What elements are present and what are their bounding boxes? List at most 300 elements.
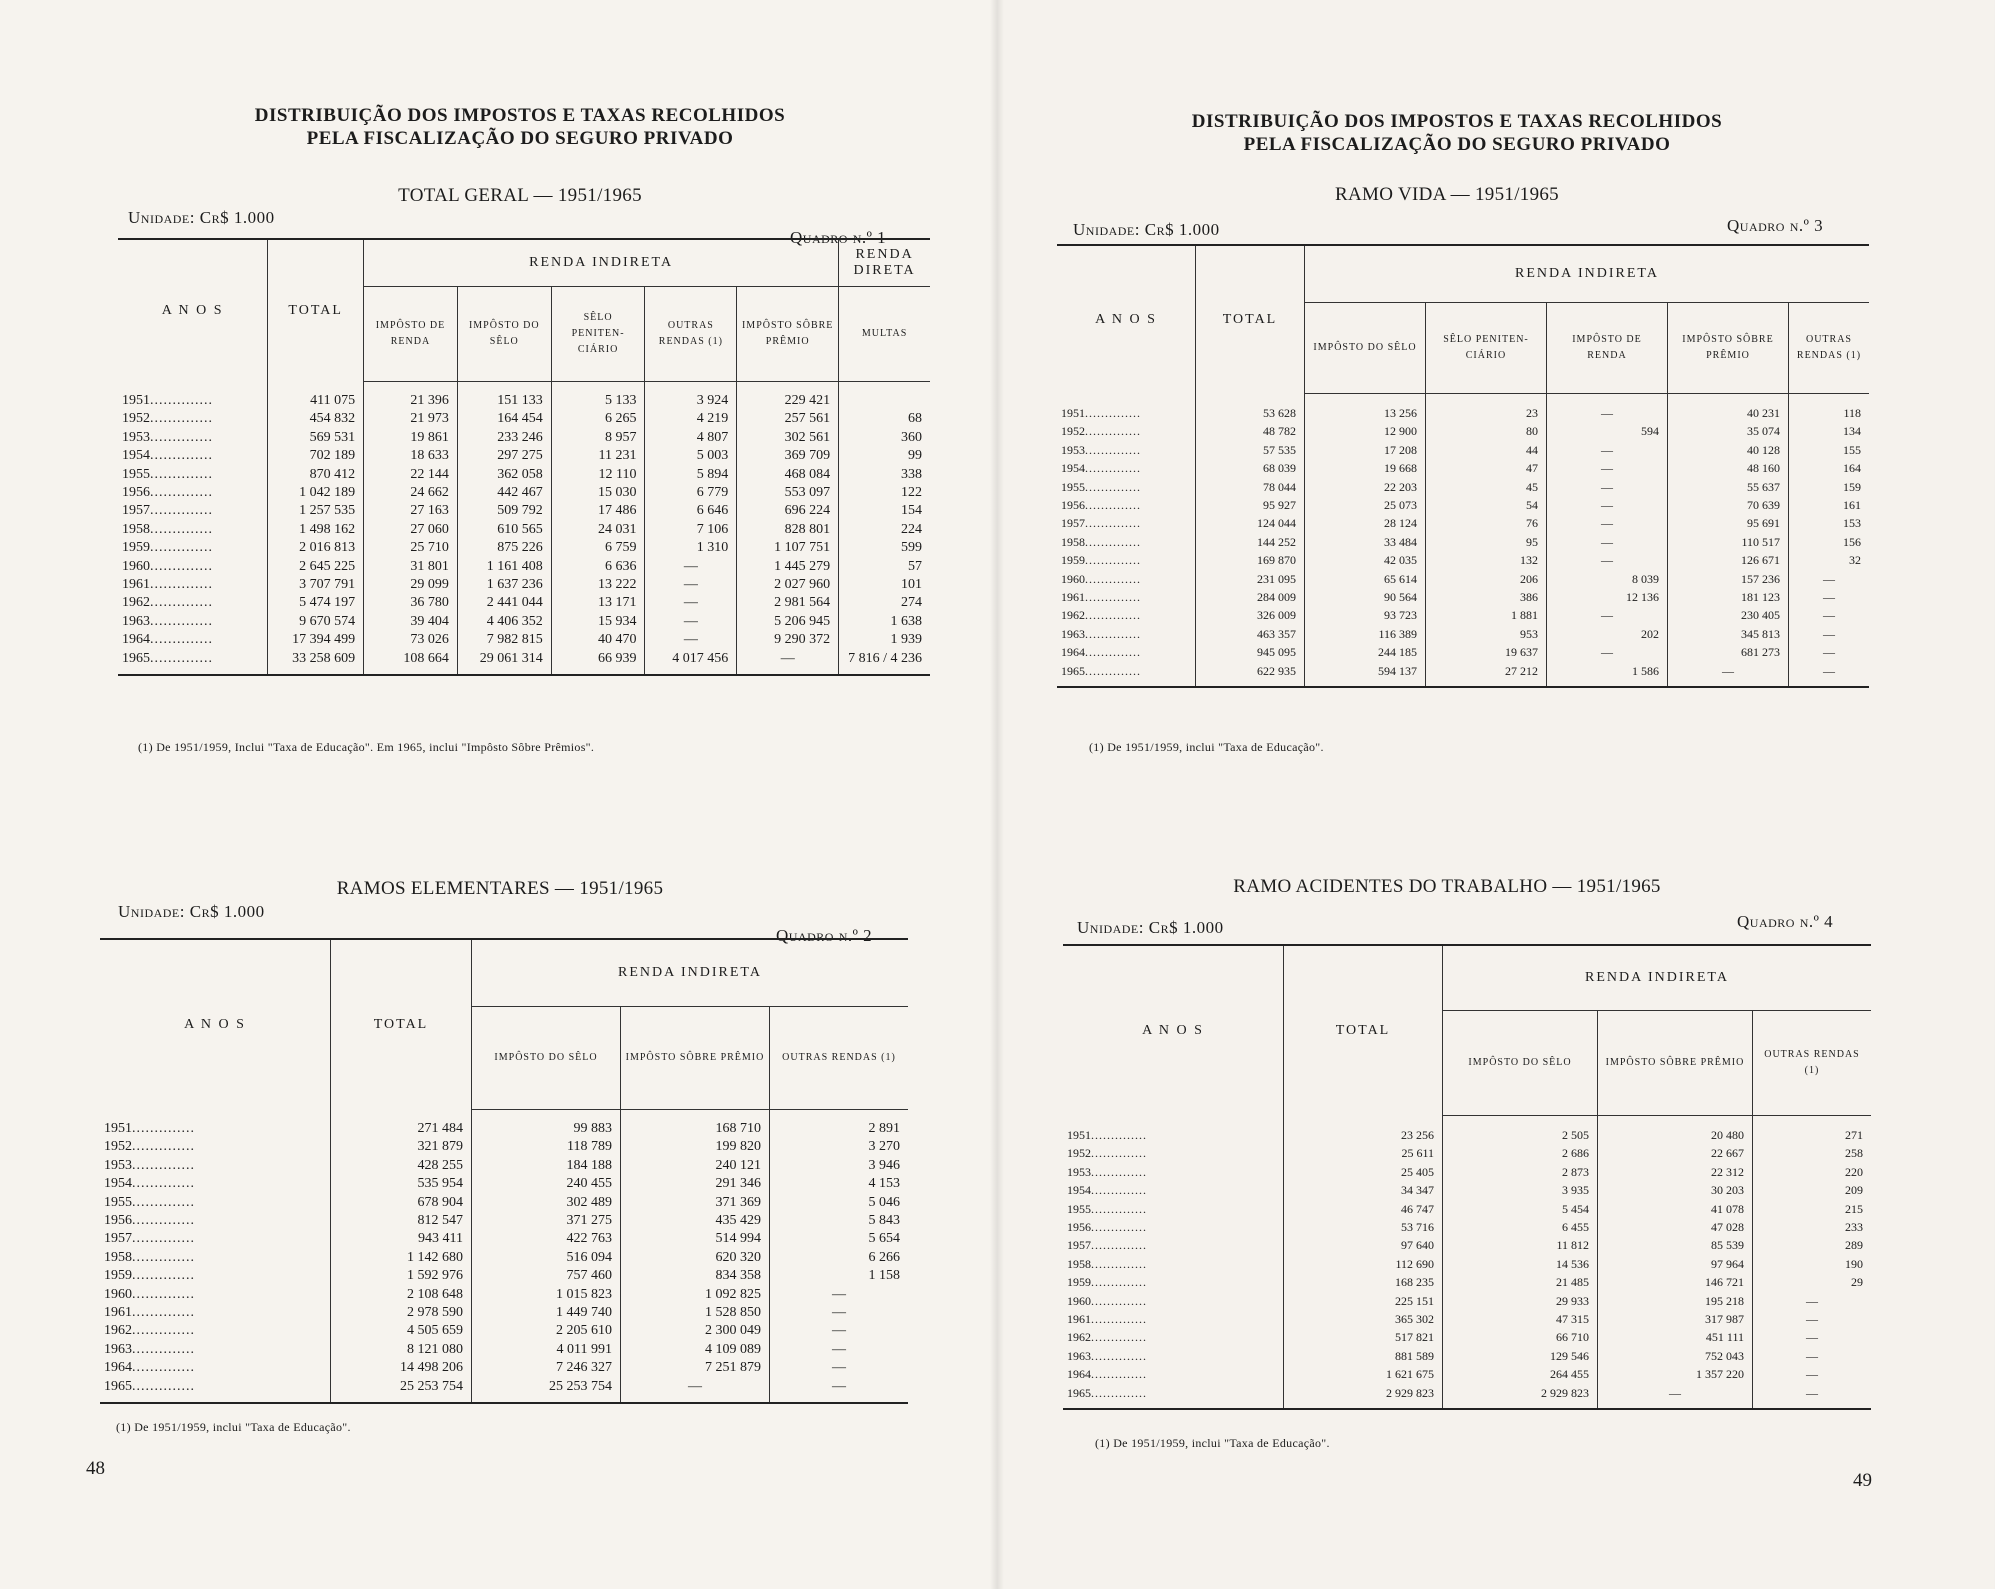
table-row — [1063, 1347, 1871, 1365]
value-cell: 33 258 609 — [268, 650, 364, 675]
leader-dots: .............. — [150, 466, 213, 482]
leader-dots: .............. — [1085, 645, 1141, 660]
value-cell: 297 275 — [457, 447, 551, 465]
value-cell: 6 455 — [1443, 1218, 1598, 1236]
value-cell: 5 206 945 — [737, 613, 839, 631]
year-label: 1964 — [1061, 645, 1085, 660]
value-cell: 1 107 751 — [737, 539, 839, 557]
table-row — [1057, 588, 1869, 606]
year-label: 1952 — [1067, 1146, 1091, 1161]
value-cell: 5 843 — [770, 1212, 909, 1230]
value-cell: 48 782 — [1196, 422, 1305, 440]
value-cell: — — [1753, 1347, 1872, 1365]
value-cell: 1 092 825 — [621, 1286, 770, 1304]
table-row — [1063, 1273, 1871, 1291]
value-cell: 21 396 — [364, 382, 458, 411]
value-cell: 190 — [1753, 1255, 1872, 1273]
year-label: 1955 — [122, 466, 150, 482]
value-cell: 302 489 — [472, 1194, 621, 1212]
table-row — [1063, 1116, 1871, 1145]
value-cell: 317 987 — [1598, 1310, 1753, 1328]
value-cell: 25 611 — [1284, 1144, 1443, 1162]
value-cell: 264 455 — [1443, 1365, 1598, 1383]
year-cell — [118, 502, 268, 520]
value-cell: 181 123 — [1668, 588, 1789, 606]
year-label: 1952 — [1061, 424, 1085, 439]
table-row — [1063, 1218, 1871, 1236]
value-cell: 132 — [1426, 551, 1547, 569]
value-cell: 6 646 — [645, 502, 737, 520]
value-cell: 509 792 — [457, 502, 551, 520]
value-cell: 422 763 — [472, 1230, 621, 1248]
value-cell: 215 — [1753, 1200, 1872, 1218]
value-cell: 517 821 — [1284, 1328, 1443, 1346]
table-row — [1057, 478, 1869, 496]
value-cell: 164 — [1789, 459, 1870, 477]
value-cell: — — [770, 1359, 909, 1377]
t4-footnote: (1) De 1951/1959, inclui "Taxa de Educação". — [1095, 1436, 1330, 1450]
value-cell: 18 633 — [364, 447, 458, 465]
value-cell: — — [645, 558, 737, 576]
table-row — [1063, 1181, 1871, 1199]
year-cell — [1057, 441, 1196, 459]
value-cell: 11 231 — [551, 447, 645, 465]
year-cell — [1057, 570, 1196, 588]
value-cell: 55 637 — [1668, 478, 1789, 496]
value-cell: 5 894 — [645, 466, 737, 484]
value-cell: 945 095 — [1196, 643, 1305, 661]
right-heading-line2: PELA FISCALIZAÇÃO DO SEGURO PRIVADO — [1243, 134, 1671, 155]
value-cell: 29 933 — [1443, 1292, 1598, 1310]
value-cell: 95 927 — [1196, 496, 1305, 514]
value-cell: 451 111 — [1598, 1328, 1753, 1346]
value-cell: 154 — [839, 502, 930, 520]
value-cell: — — [1789, 570, 1870, 588]
t4-sub-col: IMPÔSTO SÔBRE PRÊMIO — [1598, 1011, 1753, 1116]
year-label: 1965 — [104, 1378, 132, 1394]
table-row — [100, 1341, 908, 1359]
value-cell: 47 315 — [1443, 1310, 1598, 1328]
value-cell: 2 505 — [1443, 1116, 1598, 1145]
table-row — [100, 1359, 908, 1377]
value-cell: 8 957 — [551, 429, 645, 447]
t2-sub-col: IMPÔSTO DO SÊLO — [472, 1007, 621, 1110]
value-cell: 47 — [1426, 459, 1547, 477]
year-label: 1956 — [1067, 1220, 1091, 1235]
year-cell — [1063, 1273, 1284, 1291]
year-label: 1953 — [1061, 442, 1085, 457]
value-cell: 8 121 080 — [331, 1341, 472, 1359]
year-cell — [1057, 478, 1196, 496]
year-cell — [1063, 1218, 1284, 1236]
value-cell: 302 561 — [737, 429, 839, 447]
year-label: 1956 — [122, 485, 150, 501]
value-cell: 40 128 — [1668, 441, 1789, 459]
year-cell — [118, 613, 268, 631]
leader-dots: .............. — [1091, 1293, 1147, 1308]
value-cell: 24 662 — [364, 484, 458, 502]
leader-dots: .............. — [1091, 1348, 1147, 1363]
t1-subtitle: TOTAL GERAL — 1951/1965 — [398, 185, 642, 206]
value-cell: 224 — [839, 521, 930, 539]
value-cell: 46 747 — [1284, 1200, 1443, 1218]
value-cell: 271 484 — [331, 1110, 472, 1139]
value-cell: 19 668 — [1305, 459, 1426, 477]
table-row — [100, 1194, 908, 1212]
t3-footnote: (1) De 1951/1959, inclui "Taxa de Educação". — [1089, 740, 1324, 754]
t3-subtitle: RAMO VIDA — 1951/1965 — [1335, 184, 1559, 205]
value-cell: 35 074 — [1668, 422, 1789, 440]
value-cell: 101 — [839, 576, 930, 594]
value-cell: 371 369 — [621, 1194, 770, 1212]
year-cell — [100, 1341, 331, 1359]
leader-dots: .............. — [1085, 461, 1141, 476]
value-cell: 4 109 089 — [621, 1341, 770, 1359]
right-page — [997, 0, 1994, 1589]
value-cell: 161 — [1789, 496, 1870, 514]
value-cell: 99 883 — [472, 1110, 621, 1139]
value-cell: 220 — [1753, 1163, 1872, 1181]
value-cell: — — [1547, 441, 1668, 459]
t1-group-direta: RENDA DIRETA — [839, 239, 930, 287]
leader-dots: .............. — [1091, 1367, 1147, 1382]
t1-sub-col: SÊLO PENITEN-CIÁRIO — [551, 287, 645, 382]
value-cell: 1 042 189 — [268, 484, 364, 502]
year-label: 1960 — [122, 558, 150, 574]
value-cell: 365 302 — [1284, 1310, 1443, 1328]
leader-dots: .............. — [1091, 1146, 1147, 1161]
value-cell: 19 861 — [364, 429, 458, 447]
value-cell: 110 517 — [1668, 533, 1789, 551]
value-cell: 15 934 — [551, 613, 645, 631]
table-ramos-elementares — [100, 938, 908, 1408]
value-cell: 12 136 — [1547, 588, 1668, 606]
t3-sub-col: IMPÔSTO SÔBRE PRÊMIO — [1668, 303, 1789, 394]
value-cell: 1 881 — [1426, 606, 1547, 624]
table-row — [118, 484, 930, 502]
value-cell: 30 203 — [1598, 1181, 1753, 1199]
year-cell — [1063, 1365, 1284, 1383]
year-cell — [118, 484, 268, 502]
leader-dots: .............. — [150, 392, 213, 408]
value-cell: 3 924 — [645, 382, 737, 411]
value-cell: — — [770, 1304, 909, 1322]
value-cell: 27 060 — [364, 521, 458, 539]
leader-dots: .............. — [150, 558, 213, 574]
value-cell: 168 235 — [1284, 1273, 1443, 1291]
leader-dots: .............. — [1085, 571, 1141, 586]
value-cell: 516 094 — [472, 1249, 621, 1267]
value-cell: 28 124 — [1305, 514, 1426, 532]
leader-dots: .............. — [150, 595, 213, 611]
value-cell: 289 — [1753, 1236, 1872, 1254]
t3-sub-col: IMPÔSTO DO SÊLO — [1305, 303, 1426, 394]
left-heading-line1: DISTRIBUIÇÃO DOS IMPOSTOS E TAXAS RECOLHIDOS — [254, 105, 786, 126]
year-cell — [118, 521, 268, 539]
table-row — [118, 650, 930, 675]
value-cell: 22 203 — [1305, 478, 1426, 496]
table-row — [100, 1286, 908, 1304]
year-label: 1954 — [1061, 461, 1085, 476]
year-label: 1953 — [122, 429, 150, 445]
leader-dots: .............. — [150, 577, 213, 593]
value-cell: 17 208 — [1305, 441, 1426, 459]
value-cell: 95 — [1426, 533, 1547, 551]
value-cell: 7 982 815 — [457, 631, 551, 649]
t3-group-indireta: RENDA INDIRETA — [1305, 245, 1870, 303]
year-label: 1954 — [122, 448, 150, 464]
value-cell: — — [1789, 588, 1870, 606]
year-cell — [1063, 1163, 1284, 1181]
year-label: 1959 — [122, 540, 150, 556]
value-cell: 6 266 — [770, 1249, 909, 1267]
value-cell: 144 252 — [1196, 533, 1305, 551]
value-cell — [839, 382, 930, 411]
value-cell: 258 — [1753, 1144, 1872, 1162]
year-cell — [118, 594, 268, 612]
year-cell — [100, 1378, 331, 1403]
leader-dots: .............. — [1085, 442, 1141, 457]
t1-footnote: (1) De 1951/1959, Inclui "Taxa de Educação". Em 1965, inclui "Impôsto Sôbre Prêmios". — [138, 740, 595, 754]
table-row — [1063, 1384, 1871, 1409]
value-cell: 70 639 — [1668, 496, 1789, 514]
value-cell: 594 137 — [1305, 662, 1426, 687]
value-cell: 4 153 — [770, 1175, 909, 1193]
year-label: 1952 — [122, 411, 150, 427]
value-cell: 13 222 — [551, 576, 645, 594]
value-cell: 2 929 823 — [1284, 1384, 1443, 1409]
value-cell: 9 670 574 — [268, 613, 364, 631]
t3-quadro: Quadro n.º 3 — [1727, 216, 1824, 235]
table-row — [118, 521, 930, 539]
value-cell: 39 404 — [364, 613, 458, 631]
value-cell: 25 710 — [364, 539, 458, 557]
value-cell: — — [1547, 478, 1668, 496]
t2-footnote: (1) De 1951/1959, inclui "Taxa de Educação". — [116, 1420, 351, 1434]
value-cell: 90 564 — [1305, 588, 1426, 606]
leader-dots: .............. — [132, 1157, 195, 1173]
leader-dots: .............. — [1091, 1201, 1147, 1216]
value-cell: 411 075 — [268, 382, 364, 411]
value-cell: 875 226 — [457, 539, 551, 557]
year-cell — [118, 447, 268, 465]
value-cell: 2 929 823 — [1443, 1384, 1598, 1409]
t4-group-indireta: RENDA INDIRETA — [1443, 945, 1872, 1011]
year-label: 1965 — [1067, 1385, 1091, 1400]
year-label: 1961 — [122, 577, 150, 593]
t2-col-anos: A N O S — [100, 939, 331, 1110]
value-cell: 812 547 — [331, 1212, 472, 1230]
leader-dots: .............. — [150, 503, 213, 519]
t2-sub-col: OUTRAS RENDAS (1) — [770, 1007, 909, 1110]
table-row — [100, 1267, 908, 1285]
leader-dots: .............. — [132, 1268, 195, 1284]
value-cell: 2 441 044 — [457, 594, 551, 612]
year-cell — [118, 429, 268, 447]
table-ramo-vida — [1057, 244, 1869, 692]
value-cell: 1 445 279 — [737, 558, 839, 576]
year-label: 1957 — [1061, 516, 1085, 531]
value-cell: 2 873 — [1443, 1163, 1598, 1181]
value-cell: 9 290 372 — [737, 631, 839, 649]
leader-dots: .............. — [150, 632, 213, 648]
year-label: 1959 — [1067, 1275, 1091, 1290]
value-cell: 66 939 — [551, 650, 645, 675]
t4-sub-col: IMPÔSTO DO SÊLO — [1443, 1011, 1598, 1116]
year-label: 1959 — [104, 1268, 132, 1284]
value-cell: 696 224 — [737, 502, 839, 520]
leader-dots: .............. — [1085, 626, 1141, 641]
value-cell: 594 — [1547, 422, 1668, 440]
value-cell: 12 900 — [1305, 422, 1426, 440]
value-cell: 326 009 — [1196, 606, 1305, 624]
value-cell: 73 026 — [364, 631, 458, 649]
value-cell: 386 — [1426, 588, 1547, 606]
value-cell: 36 780 — [364, 594, 458, 612]
table-row — [100, 1378, 908, 1403]
value-cell: 206 — [1426, 570, 1547, 588]
t1-sub-col: IMPÔSTO SÔBRE PRÊMIO — [737, 287, 839, 382]
leader-dots: .............. — [1085, 498, 1141, 513]
leader-dots: .............. — [1091, 1164, 1147, 1179]
value-cell: 828 801 — [737, 521, 839, 539]
leader-dots: .............. — [132, 1139, 195, 1155]
table-row — [100, 1230, 908, 1248]
leader-dots: .............. — [1085, 663, 1141, 678]
year-cell — [118, 410, 268, 428]
table-row — [100, 1110, 908, 1139]
value-cell: 6 265 — [551, 410, 645, 428]
value-cell: 146 721 — [1598, 1273, 1753, 1291]
value-cell: 1 015 823 — [472, 1286, 621, 1304]
table-row — [1063, 1365, 1871, 1383]
value-cell: 25 253 754 — [472, 1378, 621, 1403]
table-row — [100, 1157, 908, 1175]
value-cell: 155 — [1789, 441, 1870, 459]
leader-dots: .............. — [1091, 1220, 1147, 1235]
table-row — [100, 1138, 908, 1156]
value-cell: 369 709 — [737, 447, 839, 465]
value-cell: 40 231 — [1668, 394, 1789, 423]
value-cell: 5 454 — [1443, 1200, 1598, 1218]
value-cell: 118 789 — [472, 1138, 621, 1156]
value-cell: 752 043 — [1598, 1347, 1753, 1365]
t1-sub-col: IMPÔSTO DE RENDA — [364, 287, 458, 382]
leader-dots: .............. — [150, 613, 213, 629]
year-label: 1962 — [1067, 1330, 1091, 1345]
value-cell: 953 — [1426, 625, 1547, 643]
value-cell: — — [1547, 394, 1668, 423]
t2-group-indireta: RENDA INDIRETA — [472, 939, 909, 1007]
year-label: 1961 — [104, 1305, 132, 1321]
value-cell: 11 812 — [1443, 1236, 1598, 1254]
value-cell: 19 637 — [1426, 643, 1547, 661]
year-cell — [1063, 1310, 1284, 1328]
value-cell: 4 011 991 — [472, 1341, 621, 1359]
leader-dots: .............. — [132, 1378, 195, 1394]
year-cell — [1063, 1200, 1284, 1218]
leader-dots: .............. — [132, 1341, 195, 1357]
value-cell: 22 312 — [1598, 1163, 1753, 1181]
table-row — [100, 1322, 908, 1340]
year-label: 1951 — [1067, 1127, 1091, 1142]
year-cell — [100, 1194, 331, 1212]
year-label: 1959 — [1061, 553, 1085, 568]
value-cell: 17 486 — [551, 502, 645, 520]
value-cell: — — [737, 650, 839, 675]
year-cell — [1063, 1328, 1284, 1346]
year-cell — [100, 1286, 331, 1304]
year-cell — [1063, 1181, 1284, 1199]
value-cell: 32 — [1789, 551, 1870, 569]
value-cell: 233 246 — [457, 429, 551, 447]
year-label: 1960 — [1061, 571, 1085, 586]
t2-col-total: TOTAL — [331, 939, 472, 1110]
leader-dots: .............. — [1091, 1385, 1147, 1400]
value-cell: 5 474 197 — [268, 594, 364, 612]
t4-subtitle: RAMO ACIDENTES DO TRABALHO — 1951/1965 — [1233, 876, 1661, 897]
value-cell: 229 421 — [737, 382, 839, 411]
value-cell: 99 — [839, 447, 930, 465]
value-cell: 57 — [839, 558, 930, 576]
value-cell: 168 710 — [621, 1110, 770, 1139]
value-cell: 442 467 — [457, 484, 551, 502]
leader-dots: .............. — [150, 521, 213, 537]
value-cell: 1 498 162 — [268, 521, 364, 539]
table-row — [1057, 496, 1869, 514]
t1-sub-col: IMPÔSTO DO SÊLO — [457, 287, 551, 382]
value-cell: 2 686 — [1443, 1144, 1598, 1162]
value-cell: 435 429 — [621, 1212, 770, 1230]
table-row — [1063, 1144, 1871, 1162]
year-cell — [100, 1230, 331, 1248]
leader-dots: .............. — [1085, 479, 1141, 494]
value-cell: 240 121 — [621, 1157, 770, 1175]
value-cell: 159 — [1789, 478, 1870, 496]
leader-dots: .............. — [1085, 516, 1141, 531]
year-cell — [1057, 394, 1196, 423]
year-label: 1957 — [122, 503, 150, 519]
value-cell: 14 498 206 — [331, 1359, 472, 1377]
year-label: 1956 — [1061, 498, 1085, 513]
year-label: 1955 — [1067, 1201, 1091, 1216]
value-cell: — — [645, 613, 737, 631]
value-cell: 2 205 610 — [472, 1322, 621, 1340]
year-label: 1951 — [122, 392, 150, 408]
year-cell — [1063, 1384, 1284, 1409]
year-cell — [1057, 643, 1196, 661]
value-cell: 463 357 — [1196, 625, 1305, 643]
year-label: 1955 — [1061, 479, 1085, 494]
value-cell: 45 — [1426, 478, 1547, 496]
value-cell: 569 531 — [268, 429, 364, 447]
value-cell: 620 320 — [621, 1249, 770, 1267]
leader-dots: .............. — [150, 485, 213, 501]
table-row — [1057, 394, 1869, 423]
table-row — [118, 466, 930, 484]
value-cell: 34 347 — [1284, 1181, 1443, 1199]
year-label: 1952 — [104, 1139, 132, 1155]
value-cell: — — [1789, 625, 1870, 643]
year-label: 1951 — [1061, 405, 1085, 420]
value-cell: 5 046 — [770, 1194, 909, 1212]
value-cell: 6 779 — [645, 484, 737, 502]
value-cell: 1 586 — [1547, 662, 1668, 687]
value-cell: — — [1789, 662, 1870, 687]
year-label: 1963 — [104, 1341, 132, 1357]
left-heading-line2: PELA FISCALIZAÇÃO DO SEGURO PRIVADO — [306, 128, 734, 149]
value-cell: 2 027 960 — [737, 576, 839, 594]
